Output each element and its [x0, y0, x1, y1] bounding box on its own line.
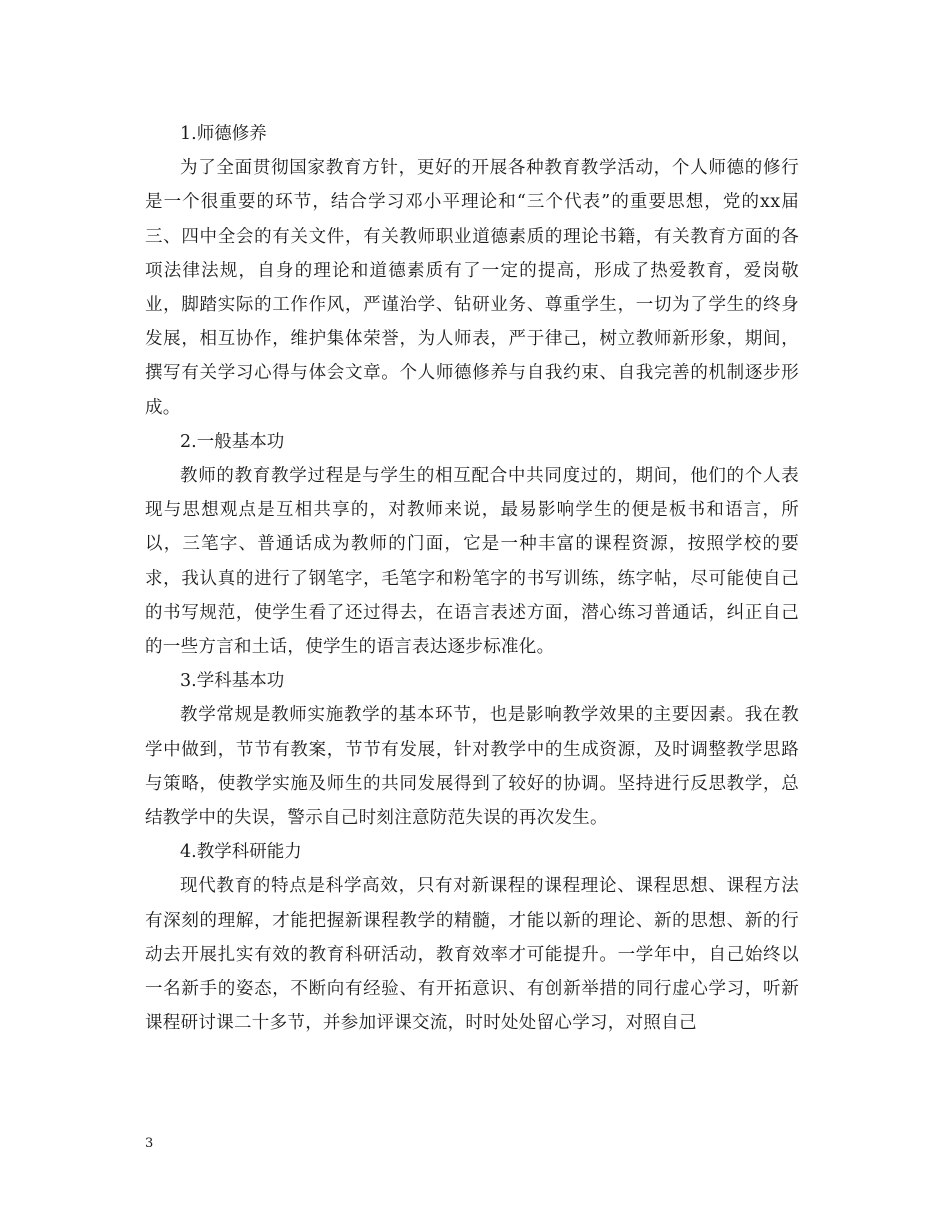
- document-body: [145, 117, 799, 1040]
- section-heading-2: 2.一般基本功: [180, 431, 285, 452]
- section-heading-3: 3.学科基本功: [180, 671, 285, 692]
- section-paragraph-1: 为了全面贯彻国家教育方针，更好的开展各种教育教学活动，个人师德的修行是一个很重要的环节，结合学习邓小平理论和“三个代表”的重要思想，党的xx届三、四中全会的有关文件，有关教师职业道德素质的理论书籍，有关教育方面的各项法律法规，自身的理论和道德素质有了一定的提高，形成了热爱教育，爱岗敬业，脚踏实际的工作作风，严谨治学、钻研业务、尊重学生，一切为了学生的终身发展，相互协作，维护集体荣誉，为人师表，严于律己，树立教师新形象，期间，撰写有关学习心得与体会文章。个人师德修养与自我约束、自我完善的机制逐步形成。: [145, 158, 799, 418]
- section-heading-1: 1.师德修养: [180, 124, 267, 144]
- section-paragraph-2: 教师的教育教学过程是与学生的相互配合中共同度过的，期间，他们的个人表现与思想观点是互相共享的，对教师来说，最易影响学生的便是板书和语言，所以，三笔字、普通话成为教师的门面，它是一种丰富的课程资源，按照学校的要求，我认真的进行了钢笔字，毛笔字和粉笔字的书写训练，练字帖，尽可能使自己的书写规范，使学生看了还过得去，在语言表述方面，潜心练习普通话，纠正自己的一些方言和土话，使学生的语言表达逐步标准化。: [145, 466, 799, 658]
- section-heading-4: 4.教学科研能力: [180, 842, 302, 863]
- section-paragraph-3: 教学常规是教师实施教学的基本环节，也是影响教学效果的主要因素。我在教学中做到，节节有教案，节节有发展，针对教学中的生成资源，及时调整教学思路与策略，使教学实施及师生的共同发展得到了较好的协调。坚持进行反思教学，总结教学中的失误，警示自己时刻注意防范失误的再次发生。: [145, 705, 799, 829]
- section-paragraph-4: 现代教育的特点是科学高效，只有对新课程的课程理论、课程思想、课程方法有深刻的理解，才能把握新课程教学的精髓，才能以新的理论、新的思想、新的行动去开展扎实有效的教育科研活动，教育效率才可能提升。一学年中，自己始终以一名新手的姿态，不断向有经验、有开拓意识、有创新举措的同行虚心学习，听新课程研讨课二十多节，并参加评课交流，时时处处留心学习，对照自己: [145, 876, 799, 1034]
- page-number: 3: [145, 1136, 154, 1151]
